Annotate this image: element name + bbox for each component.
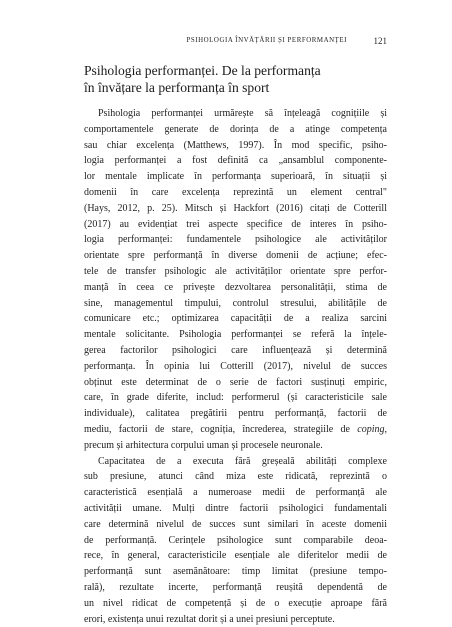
- text-line: sau chiar excelența (Matthews, 1997). În mod specific, psiho-: [84, 138, 387, 154]
- text-line: logia performanței a fost definită ca „ansamblul componente-: [84, 153, 387, 169]
- text-line: comportamentele generate de dorința de a atinge competența: [84, 122, 387, 138]
- running-title: PSIHOLOGIA ÎNVĂȚĂRII ȘI PERFORMANȚEI: [84, 35, 347, 47]
- text-line: rece, în general, caracteristicile esențiale ale diferitelor medii de: [84, 548, 387, 564]
- paragraph-2: [84, 454, 387, 627]
- text-line: orientate spre performanță în diverse domenii de acțiune; efec-: [84, 248, 387, 264]
- text-line: un nivel ridicat de competență și de o execuție aproape fără: [84, 596, 387, 612]
- text-line: de performanță. Cerințele psihologice sunt comparabile deoa-: [84, 533, 387, 549]
- text-line: mentale solicitante. Psihologia performanței se referă la înțele-: [84, 327, 387, 343]
- text-line: activității umane. Mulți dintre factorii psihologici fundamentali: [84, 501, 387, 517]
- text-line: sub presiune, atunci când miza este ridicată, reprezintă o: [84, 469, 387, 485]
- text-line: (Hays, 2012, p. 25). Mitsch și Hackfort (2016) citați de Cotterill: [84, 201, 387, 217]
- text-line: (2017) au evidențiat trei aspecte specifice de interes în psiho-: [84, 217, 387, 233]
- text-line: care determină nivelul de succes sunt similari în aceste domenii: [84, 517, 387, 533]
- text-line: manță în ceea ce privește dezvoltarea personalității, stima de: [84, 280, 387, 296]
- text-line: obținut este determinat de o serie de factori susținuți empiric,: [84, 375, 387, 391]
- chapter-title: [84, 62, 387, 96]
- text-line: erori, existența unui rezultat dorit și a unei presiuni perceptute.: [84, 612, 387, 627]
- body-text: [84, 106, 387, 627]
- text-line: Capacitatea de a executa fără greșeală abilități complexe: [84, 454, 387, 470]
- text-line: rală), rezultate incerte, performanță reușită dependentă de: [84, 580, 387, 596]
- running-header: [84, 35, 387, 47]
- chapter-title-line-1: Psihologia performanței. De la performanța: [84, 62, 387, 79]
- text-line: domenii în care excelența reprezintă un element central": [84, 185, 387, 201]
- text-line: mediu, factorii de stare, cogniția, încrederea, strategiile de coping,: [84, 422, 387, 438]
- text-line: lor mentale implicate în performanța superioară, în situații și: [84, 169, 387, 185]
- text-line: sine, managementul timpului, controlul stresului, abilitățile de: [84, 296, 387, 312]
- paragraph-1: [84, 106, 387, 454]
- text-line: precum și arhitectura corpului uman și procesele neuronale.: [84, 438, 387, 454]
- text-line: care, în grade diferite, includ: performerul (și caracteristicile sale: [84, 390, 387, 406]
- text-line: comunicare etc.; optimizarea capacității de a realiza sarcini: [84, 311, 387, 327]
- text-line: caracteristică esențială a numeroase medii de performanță ale: [84, 485, 387, 501]
- text-line: individuale), calitatea pregătirii pentru performanță, factorii de: [84, 406, 387, 422]
- text-line: tele de transfer psihologic ale activităților orientate spre perfor-: [84, 264, 387, 280]
- text-line: gerea factorilor psihologici care influențează și determină: [84, 343, 387, 359]
- text-line: performanță sunt asemănătoare: timp limitat (presiune tempo-: [84, 564, 387, 580]
- text-line: Psihologia performanței urmărește să înțeleagă cognițiile și: [84, 106, 387, 122]
- text-line: performanța. În opinia lui Cotterill (2017), nivelul de succes: [84, 359, 387, 375]
- page-number: 121: [374, 35, 388, 47]
- text-line: logia performanței: fundamentele psihologice ale activităților: [84, 232, 387, 248]
- chapter-title-line-2: în învățare la performanța în sport: [84, 79, 387, 96]
